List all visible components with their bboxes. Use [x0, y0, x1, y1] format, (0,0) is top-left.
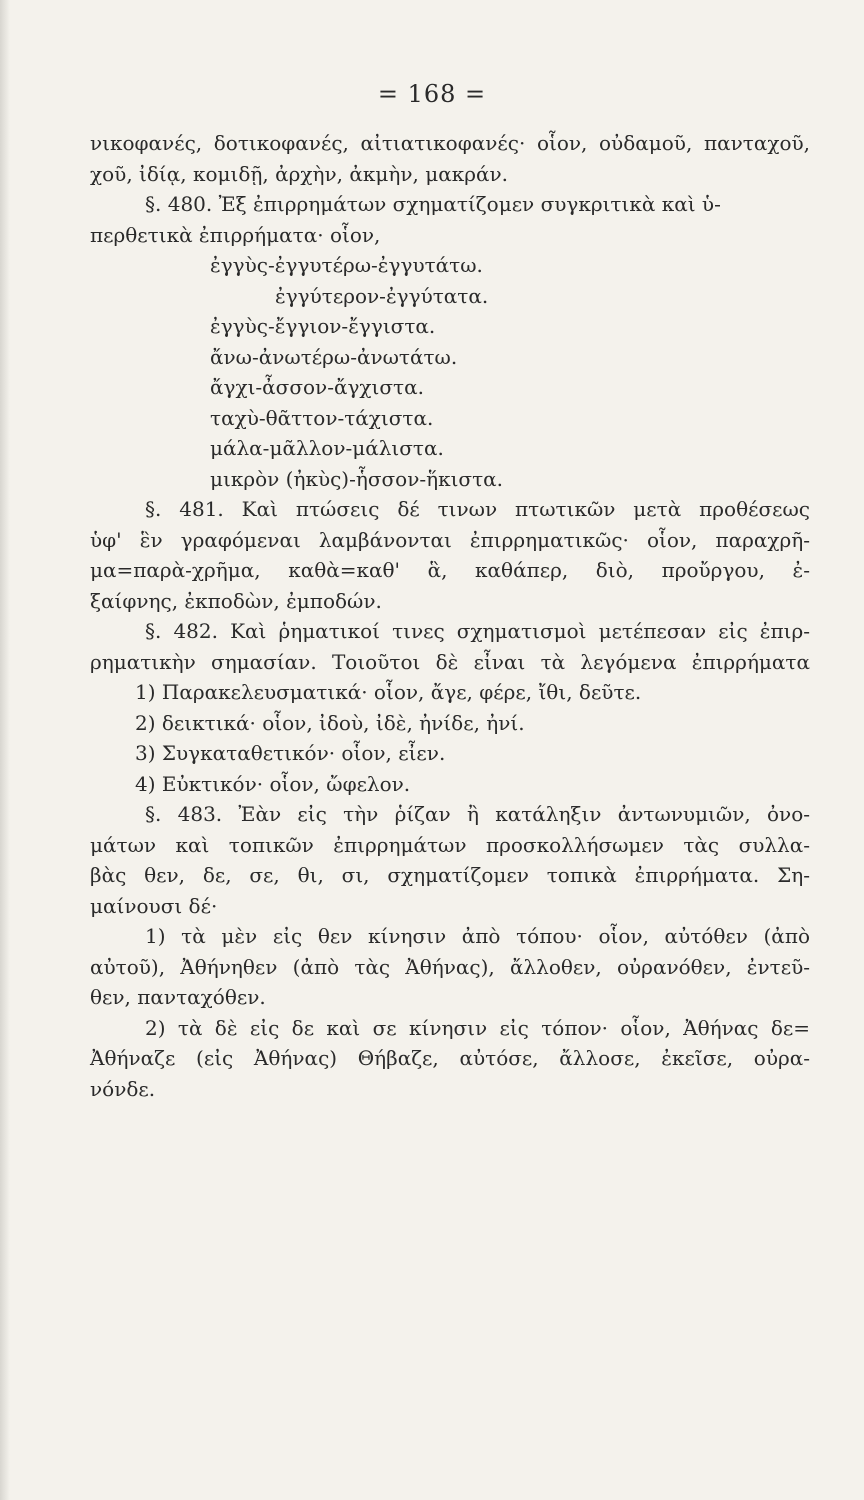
text-line: θεν, πανταχόθεν. [90, 985, 266, 1009]
text-line: μάλα-μᾶλλον-μάλιστα. [210, 436, 444, 460]
text-line: §. 482. Καὶ ῥηματικοί τινες σχηματισμοὶ μετέπεσαν εἰς ἐπιρ- [145, 619, 810, 643]
text-line: βὰς θεν, δε, σε, θι, σι, σχηματίζομεν τοπικὰ ἐπιρρήματα. Ση- [90, 863, 810, 887]
text-line: χοῦ, ἰδίᾳ, κομιδῇ, ἀρχὴν, ἀκμὴν, μακράν. [90, 161, 508, 186]
text-line: 1) Παρακελευσματικά· οἷον, ἄγε, φέρε, ἴθι, δεῦτε. [135, 680, 642, 704]
text-line: μάτων καὶ τοπικῶν ἐπιρρημάτων προσκολλήσωμεν τὰς συλλα- [90, 832, 810, 857]
text-line: ἐγγὺς-ἐγγυτέρω-ἐγγυτάτω. [210, 253, 483, 277]
text-line: ρηματικὴν σημασίαν. Τοιοῦτοι δὲ εἶναι τὰ λεγόμενα ἐπιρρήματα [90, 649, 810, 674]
text-line: 2) τὰ δὲ εἰς δε καὶ σε κίνησιν εἰς τόπον· οἷον, Ἀθήνας δε= [145, 1015, 810, 1040]
text-line: Ἀθήναζε (εἰς Ἀθήνας) Θήβαζε, αὐτόσε, ἄλλοσε, ἐκεῖσε, οὐρα- [90, 1046, 810, 1070]
text-line: μικρὸν (ἠκὺς)-ἧσσον-ἥκιστα. [210, 466, 504, 491]
text-line: ξαίφνης, ἐκποδὼν, ἐμποδών. [90, 588, 382, 613]
text-line: ἐγγύτερον-ἐγγύτατα. [275, 283, 489, 308]
page-body-text [90, 128, 810, 1104]
text-line: 1) τὰ μὲν εἰς θεν κίνησιν ἀπὸ τόπου· οἷον, αὐτόθεν (ἀπὸ [145, 924, 810, 948]
text-line: ἐγγὺς-ἔγγιον-ἔγγιστα. [210, 314, 436, 338]
text-line: 2) δεικτικά· οἷον, ἰδοὺ, ἰδὲ, ἠνίδε, ἠνί. [135, 710, 525, 735]
text-line: §. 481. Καὶ πτώσεις δέ τινων πτωτικῶν μετὰ προθέσεως [145, 497, 810, 521]
page-edge-shadow [0, 0, 10, 1500]
text-line: ἄγχι-ἆσσον-ἄγχιστα. [210, 375, 424, 399]
text-line: περθετικὰ ἐπιρρήματα· οἷον, [90, 222, 381, 247]
text-line: 3) Συγκαταθετικόν· οἷον, εἶεν. [135, 741, 446, 765]
text-line: αὐτοῦ), Ἀθήνηθεν (ἀπὸ τὰς Ἀθήνας), ἄλλοθεν, οὐρανόθεν, ἐντεῦ- [90, 954, 810, 979]
text-line: 4) Εὐκτικόν· οἷον, ὤφελον. [135, 771, 411, 796]
text-line: ἄνω-ἀνωτέρω-ἀνωτάτω. [210, 344, 458, 369]
page-number: = 168 = [377, 80, 487, 108]
text-line: μα=παρὰ-χρῆμα, καθὰ=καθ' ἃ, καθάπερ, διὸ, προὔργου, ἐ- [90, 558, 810, 582]
text-line: νικοφανές, δοτικοφανές, αἰτιατικοφανές· οἷον, οὐδαμοῦ, πανταχοῦ, [90, 131, 810, 155]
text-line: ὑφ' ἓν γραφόμεναι λαμβάνονται ἐπιρρηματικῶς· οἷον, παραχρῆ- [90, 527, 810, 552]
text-line: ταχὺ-θᾶττον-τάχιστα. [210, 405, 434, 430]
text-line: μαίνουσι δέ· [90, 893, 218, 918]
text-line: νόνδε. [90, 1076, 156, 1101]
text-line: §. 483. Ἐὰν εἰς τὴν ῥίζαν ἢ κατάληξιν ἀντωνυμιῶν, ὀνο- [145, 802, 810, 826]
text-line: §. 480. Ἐξ ἐπιρρημάτων σχηματίζομεν συγκριτικὰ καὶ ὑ- [145, 192, 721, 216]
